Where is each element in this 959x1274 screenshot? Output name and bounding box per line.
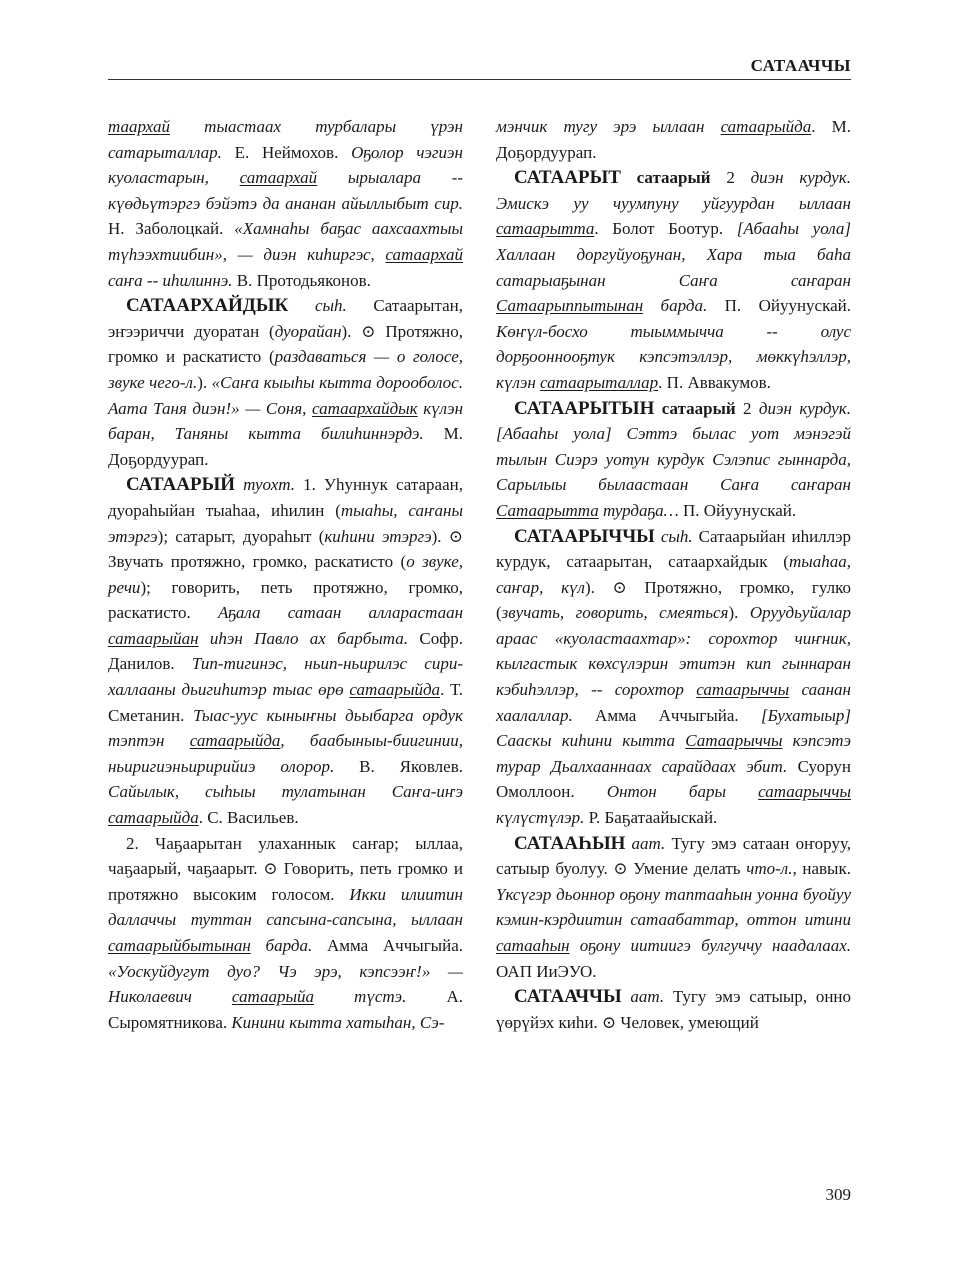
- entry-sataaryy: САТААРЫЙ туохт. 1. Уһуннук сатараан, дуораһыйан тыаһаа, иһилин (тыаһы, саҥаны этэргэ); сатарыт, дуораһыт (киһини этэргэ). ⊙ Звучать протяжно, громко, раскатисто (о звуке, речи); говорить, петь протяжно, громко, раскатисто. Аҕала сатаан алларастаан сатаарыйан иһэн Павло ах барбыта. Софр. Данилов. Тип-тигинэс, ньип-ньирилэс сири-халлааны дьигиһитэр тыас өрө сатаарыйда. Т. Сметанин. Тыас-уус кыныҥны дьыбарга ордук тэптэн сатаарыйда, баабыныы-биигинии, ньиригиэньиририйиэ олорор. В. Яковлев. Сайылык, сыһыы тулатынан Саҥа-иҥэ сатаарыйда. С. Васильев.: [108, 474, 464, 828]
- headword: САТААРЫТ: [514, 167, 621, 189]
- entry-continuation: мэнчик тугу эрэ ыллаан сатаарыйда. М. Доҕордуурап.: [496, 117, 851, 162]
- page-number: 309: [825, 1185, 851, 1204]
- right-column: [496, 114, 851, 1174]
- sense-2: 2. Чаҕаарытан улаханнык саҥар; ыллаа, чаҕаарый, чаҕаарыт. ⊙ Говорить, петь громко и протяжно высоким голосом. Икки илиитин даллаччы туттан сапсына-сапсына, ыллаан сатаарыйбытынан барда. Амма Аччыгыйа. «Уоскуйдугут дуо? Чэ эрэ, кэпсээҥ!» — Николаевич сатаарыйа түстэ. А. Сыромятникова. Кинини кытта хатыһан, Сэ-: [108, 833, 463, 1032]
- entry-sataaryychchy: САТААРЫЧЧЫ сыһ. Сатаарыйан иһиллэр курдук, сатаарытан, сатаархайдык (тыаһаа, саҥар, күл). ⊙ Протяжно, громко, гулко (звучать, говорить, смеяться). Оруудьуйалар араас «куоластаахтар»: сорохтор чиҥник, кылгастык көхсүлэрин этитэн кип гыннаран кэбиһэллэр, -- сорохтор сатаарыччы саанан хаалаллар. Амма Аччыгыйа. [Бухатыыр] Сааскы киһини кытта Сатаарыччы кэпсэтэ турар Дьалхааннаах сарайдаах эбит. Суорун Омоллоон. Онтон бары сатаарыччы күлүстүлэр. Р. Баҕатаайыскай.: [496, 525, 852, 828]
- running-head: САТААЧЧЫ: [750, 56, 851, 75]
- entry-sataarkhaydyk: САТААРХАЙДЫК сыһ. Сатаарытан, эҥээриччи дуоратан (дуорайан). ⊙ Протяжно, громко и раскатисто (раздаваться — о голосе, звуке чего-л.). «Саҥа кыыһы кытта дорооболос. Аата Таня диэн!» — Соня, сатаархайдык күлэн баран, Таняны кытта билиһиннэрдэ. М. Доҕордуурап.: [108, 295, 464, 469]
- headword: САТААРЫЙ: [126, 474, 236, 496]
- entry-continuation: таархай тыастаах турбалары үрэн сатарыталлар. Е. Неймохов. Оҕолор чэгиэн куоластарын, сатаархай ырыалара -- күөдьүтэргэ бэйэтэ да ананан айыллыбыт сир. Н. Заболоцкай. «Хамнаһы баҕас аахсаахтыы түһээхтиибин», — диэн киһиргэс, сатаархай саҥа -- иһилиннэ. В. Протодьяконов.: [108, 117, 464, 290]
- entry-sataaryt: САТААРЫТ сатаарый 2 диэн курдук. Эмискэ уу чуумпуну уйгуурдан ыллаан сатаарытта. Болот Боотур. [Абааһы уола] Халлаан доргуйуоҕунан, Хара тыа баһа сатарыаҕынан Саҥа саҥаран Сатаарыппытынан барда. П. Ойуунускай. Көҥүл-босхо тыыммычча -- олус дорҕооннооҕтук кэпсэтэллэр, мөккүһэллэр, күлэн сатаарыталлар. П. Аввакумов.: [496, 167, 852, 392]
- left-column: [108, 114, 463, 1174]
- entry-sataarytyn: САТААРЫТЫН сатаарый 2 диэн курдук. [Абааһы уола] Сэттэ былас уот мэнэгэй тылын Сиэрэ уотун курдук Сэлэпис гыннарда, Сарылыы былаастаан Саҥа саҥаран Сатаарытта турдаҕа… П. Ойуунускай.: [496, 397, 852, 520]
- headword: САТААРЫЧЧЫ: [514, 525, 655, 547]
- head-rule: [108, 79, 851, 80]
- text-columns: [108, 114, 851, 1174]
- entry-sataachchy: САТААЧЧЫ аат. Тугу эмэ сатыыр, онно үөрүйэх киһи. ⊙ Человек, умеющий: [496, 986, 852, 1032]
- headword: САТААҺЫН: [514, 832, 626, 854]
- headword: САТААРХАЙДЫК: [126, 295, 289, 317]
- headword: САТААЧЧЫ: [514, 986, 622, 1008]
- entry-sataahyn: САТААҺЫН аат. Тугу эмэ сатаан оҥоруу, сатыыр буолуу. ⊙ Умение делать что-л., навык. Үксүгэр дьоннор оҕону таптааһын уонна буойуу кэмин-кэрдиитин сатаабаттар, оттон итини сатааһын оҕону иитиигэ булгуччу наадалаах. ОАП ИиЭУО.: [496, 832, 851, 981]
- headword: САТААРЫТЫН: [514, 397, 655, 419]
